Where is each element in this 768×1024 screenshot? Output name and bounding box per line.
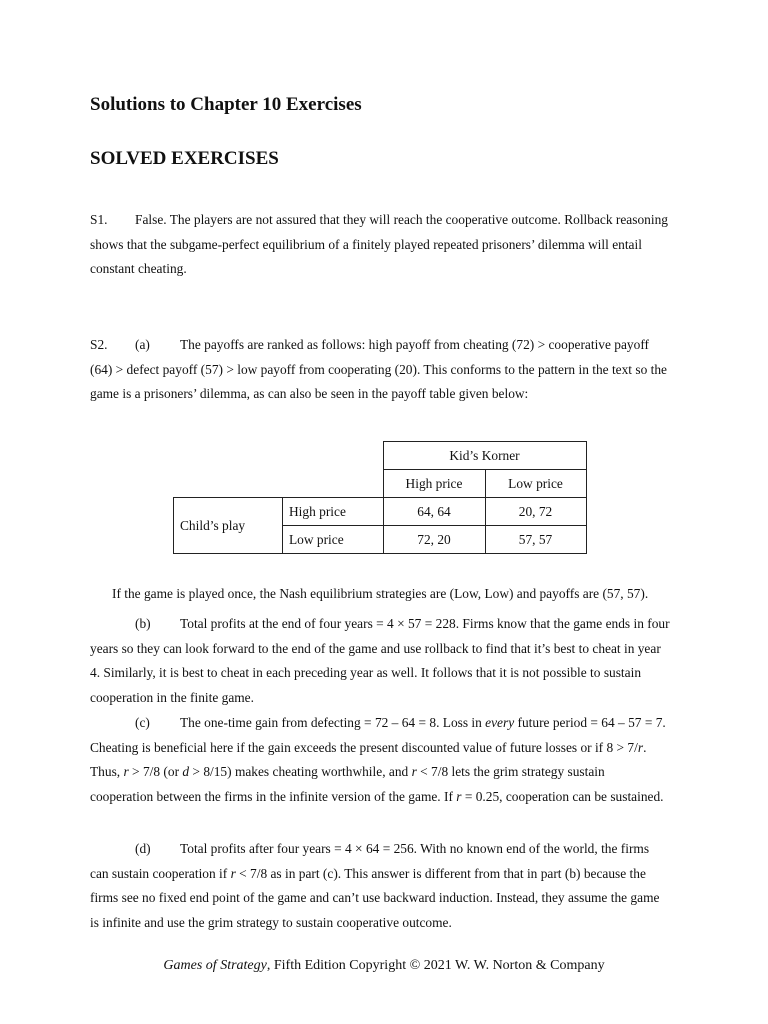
var-r: r [456,788,462,804]
s2d-text: < 7/8 as in part (c). This answer is different from that in part (b) because the firms see no fixed end point of the game and can’t use backward induction. Instead, they assume the game is infinite and use the grim strategy to sustain cooperative outcome. [90,865,660,930]
copyright-text: , Fifth Edition Copyright © 2021 W. W. Norton & Company [266,958,605,973]
s2c-text: future period = 64 – 57 = 7. Cheating is beneficial here if the gain exceeds the present discounted value of future losses or if 8 > 7/ [90,715,666,755]
payoff-cell: 64, 64 [383,498,485,526]
row-player-header: Child’s play [174,498,283,554]
var-r: r [411,764,417,779]
s2d-label: (d) [135,841,151,856]
s2c-text: > 7/8 (or [128,764,183,779]
var-r: r [123,764,129,779]
s2c-text: > 8/15) makes cheating worthwhile, and [189,764,412,779]
var-d: d [182,764,190,779]
exercise-s1 [90,208,670,282]
var-r: r [230,865,236,881]
exercise-s2b [90,612,670,710]
nash-equilibrium-text: If the game is played once, the Nash equilibrium strategies are (Low, Low) and payoffs are (57, 57). [112,586,649,601]
s2c-emphasis: every [485,715,515,730]
s2a-label: (a) [135,337,150,352]
exercise-s2d [90,837,670,935]
exercise-s2a [90,333,670,407]
s1-label: S1. [90,212,108,227]
book-title: Games of Strategy [163,958,267,973]
payoff-cell: 20, 72 [485,498,586,526]
section-heading: SOLVED EXERCISES [90,148,279,169]
payoff-cell: 72, 20 [383,526,485,554]
page-footer [0,958,768,974]
row-header-high: High price [283,498,384,526]
s1-text: False. The players are not assured that they will reach the cooperative outcome. Rollback reasoning shows that the subgame-perfect equilibrium of a finitely played repeated prisoners’ dilemma will entail constant cheating. [90,212,668,276]
s2b-text: Total profits at the end of four years = 4 × 57 = 228. Firms know that the game ends in four years so they can look forward to the end of the game and use rollback to find that it’s best to cheat in year 4. Similarly, it is best to cheat in each preceding year as well. It follows that it is not possible to sustain cooperation in the finite game. [90,616,670,705]
exercise-s2c [90,711,670,809]
s2-label: S2. [90,337,108,352]
s2c-text: . Thus, [90,739,647,779]
s2d-text: Total profits after four years = 4 × 64 = 256. With no known end of the world, the firms can sustain cooperation if [90,841,650,881]
s2c-text: = 0.25, cooperation can be sustained. [461,788,664,804]
page-title: Solutions to Chapter 10 Exercises [90,94,362,115]
s2c-label: (c) [135,715,150,730]
col-player-header: Kid’s Korner [383,442,586,470]
payoff-cell: 57, 57 [485,526,586,554]
s2c-text: < 7/8 lets the grim strategy sustain cooperation between the firms in the infinite version of the game. If [90,764,605,804]
row-header-low: Low price [283,526,384,554]
col-header-low: Low price [485,470,586,498]
var-r: r [637,739,644,755]
payoff-table [173,441,587,554]
s2c-text: The one-time gain from defecting = 72 – 64 = 8. Loss in [180,715,486,730]
s2a-text: The payoffs are ranked as follows: high payoff from cheating (72) > cooperative payoff (64) > defect payoff (57) > low payoff from cooperating (20). This conforms to the pattern in the text so the game is a prisoners’ dilemma, as can also be seen in the payoff table given below: [90,337,667,401]
s2b-label: (b) [135,616,151,631]
col-header-high: High price [383,470,485,498]
